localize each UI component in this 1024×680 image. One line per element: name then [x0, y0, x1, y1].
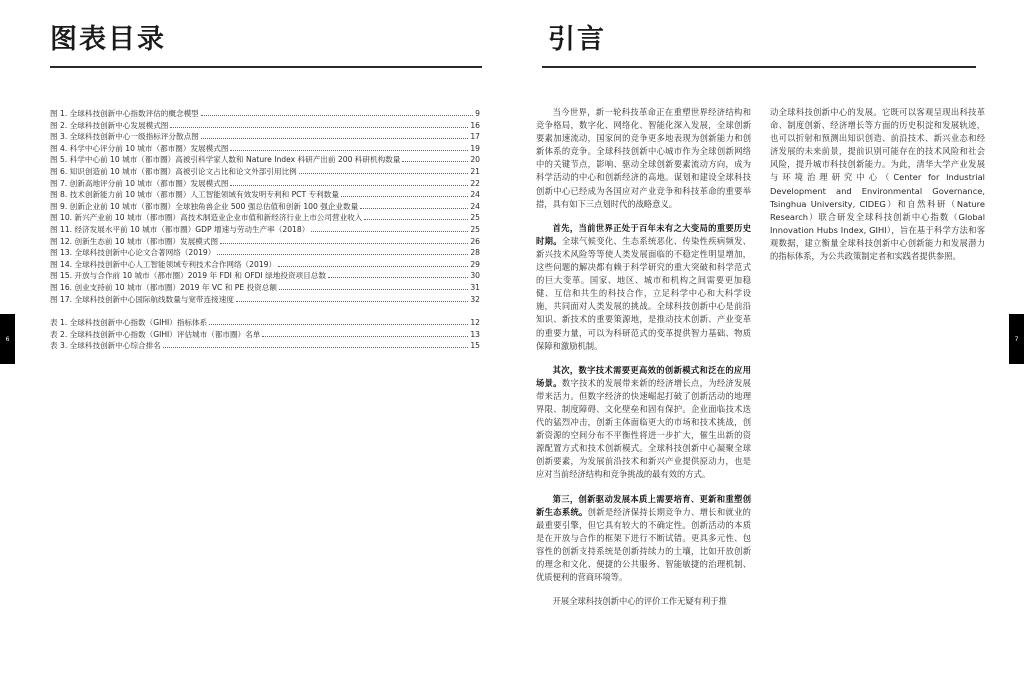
dot-leader: [230, 149, 468, 151]
toc-entry[interactable]: [50, 317, 480, 329]
toc-entry[interactable]: [50, 178, 480, 190]
dot-leader: [360, 207, 468, 209]
toc-entry-page: 13: [470, 329, 480, 339]
dot-leader: [170, 126, 468, 128]
toc-entry-label: 图 15. 开放与合作前 10 城市（都市圈）2019 年 FDI 和 OFDI 绿地投资项目总数: [50, 271, 326, 281]
toc-entry[interactable]: [50, 329, 480, 341]
dot-leader: [278, 265, 468, 267]
paragraph: 当今世界，新一轮科技革命正在重塑世界经济结构和竞争格局，数字化、网络化、智能化深入发展，全球创新要素加速流动，国家间的竞争更多地表现为创新能力和创新体系的竞争。全球科技创新中心城市作为全球创新网络中的关键节点，影响、驱动全球创新要素流动方向，成为科学活动的中心和创新经济的高地。谋划和建设全球科技创新中心已经成为各国应对产业竞争和科技革命的重要举措，具有如下三点划时代的战略意义。: [536, 107, 751, 209]
toc-entry-page: 17: [470, 132, 480, 142]
toc-entry-label: 图 13. 全球科技创新中心论文合著网络（2019）: [50, 248, 216, 258]
paragraph: [536, 222, 751, 353]
dot-leader: [328, 276, 468, 278]
text-column-2: [770, 106, 985, 274]
toc-entry[interactable]: [50, 236, 480, 248]
toc-entry-label: 图 14. 全球科技创新中心人工智能领域专利技术合作网络（2019）: [50, 259, 277, 269]
toc-entry[interactable]: [50, 340, 480, 352]
toc-entry-label: 图 16. 创业支持前 10 城市（都市圈）2019 年 VC 和 PE 投资总额: [50, 282, 277, 292]
paragraph-body: 创新是经济保持长期竞争力、增长和就业的最重要引擎，但它具有较大的不确定性。创新活动的本质是在开放与合作的框架下进行不断试错。更具多元性、包容性的创新支持系统是创新持续力的土壤，比如开放创新的理念和文化、便捷的公共服务、智能敏捷的治理机制、优质便利的营商环境等。: [536, 506, 751, 583]
toc-entry-label: 图 5. 科学中心前 10 城市（都市圈）高被引科学家人数和 Nature Index 科研产出前 200 科研机构数量: [50, 155, 401, 165]
toc-entry[interactable]: [50, 131, 480, 143]
toc-entry[interactable]: [50, 189, 480, 201]
toc-heading: 图表目录: [50, 24, 166, 55]
toc-entry[interactable]: [50, 201, 480, 213]
dot-leader: [236, 300, 468, 302]
toc-entry-page: 32: [470, 294, 480, 304]
paragraph-body: 全球气候变化、生态系统恶化、传染性疾病频发、新兴技术风险等等使人类发展面临的不稳定性明显增加，这些问题的解决都有赖于科学研究的重大突破和科学范式的巨大变革。国家、地区、城市和机构之间需要更加稳健、互信和共生的科技合作，立足科学中心和大科学设施，共同面对人类发展的挑战。全球科技创新中心是前沿知识、新技术的重要策源地，是推动技术创新、产业变革的重要力量，可以为科研范式的变革提供智力基础、物质保障和激励机制。: [536, 235, 751, 351]
dot-leader: [230, 184, 468, 186]
section-gap: [50, 305, 480, 317]
heading-rule: [50, 66, 482, 68]
dot-leader: [311, 230, 468, 232]
paragraph-lead: 第三，创新驱动发展本质上需要培育、更新和重塑创新生态系统。: [536, 493, 751, 517]
toc-entry-page: 19: [470, 143, 480, 153]
dot-leader: [201, 137, 469, 139]
toc-entry-label: 图 7. 创新高地评分前 10 城市（都市圈）发展模式图: [50, 178, 229, 188]
paragraph: 开展全球科技创新中心的评价工作无疑有利于推: [552, 596, 727, 607]
toc-entry-page: 24: [470, 201, 480, 211]
toc-entry-page: 25: [470, 213, 480, 223]
toc-entry-label: 图 3. 全球科技创新中心一级指标评分散点图: [50, 132, 199, 142]
toc-entry-page: 15: [470, 341, 480, 351]
dot-leader: [220, 242, 468, 244]
toc-entry-page: 20: [470, 155, 480, 165]
paragraph-lead: 其次，数字技术需要更高效的创新模式和泛在的应用场景。: [536, 364, 751, 388]
paragraph-body: 数字技术的发展带来新的经济增长点，为经济发展带来活力。但数字经济的快速崛起打破了创新活动的地理界限、制度障碍、文化壁垒和固有保护。企业面临技术迭代的猛烈冲击，创新主体面临更大的市场和技术挑战，创新资源的空间分布不平衡性将进一步扩大，催生出新的资源配置方式和技术创新模式。全球科技创新中心凝聚全球创新要素，为发展前沿技术和新兴产业提供原动力，也是应对当前经济结构和竞争挑战的最有效的方式。: [536, 377, 751, 480]
toc-entry-page: 26: [470, 236, 480, 246]
toc-entry-page: 16: [470, 120, 480, 130]
toc-entry[interactable]: [50, 247, 480, 259]
toc-entry[interactable]: [50, 154, 480, 166]
paragraph-lead: 首先，当前世界正处于百年未有之大变局的重要历史时期。: [536, 222, 751, 246]
dot-leader: [279, 288, 468, 290]
toc-entry[interactable]: [50, 282, 480, 294]
toc-entry-page: 31: [470, 282, 480, 292]
toc-entry-page: 22: [470, 178, 480, 188]
page-number: 6: [5, 335, 10, 343]
toc-entry-label: 图 10. 新兴产业前 10 城市（都市圈）高技术制造业企业市值和新经济行业上市公司营业收入: [50, 213, 363, 223]
paragraph: 动全球科技创新中心的发展。它既可以客观呈现出科技革命、制度创新、经济增长等方面的历史积淀和发展轨迹，也可以折射和预测出知识创造、前沿技术、新兴业态和经济发展的未来前景，提前识别可能存在的技术风险和社会风险，提升城市科技创新能力。为此，清华大学产业发展与环境治理研究中心（Center for Industrial Development and Environmental Governance, Tsinghua University, CIDEG）和自然科研（Nature Research）联合研发全球科技创新中心指数（Global Innovation Hubs Index, GIHI），旨在基于科学方法和客观数据，建立衡量全球科技创新中心创新能力和发展潜力的指标体系，为公共政策制定者和实践者提供参照。: [770, 107, 985, 262]
toc-entry-page: 12: [470, 318, 480, 328]
paragraph: [536, 493, 751, 585]
page-number-tab: [0, 314, 15, 364]
toc-entry[interactable]: [50, 294, 480, 306]
right-page: [512, 0, 1024, 680]
figure-table-list: [50, 108, 480, 352]
toc-entry-page: 29: [470, 259, 480, 269]
toc-entry[interactable]: [50, 224, 480, 236]
toc-entry-label: 图 12. 创新生态前 10 城市（都市圈）发展模式图: [50, 236, 219, 246]
dot-leader: [262, 335, 468, 337]
toc-entry-label: 表 2. 全球科技创新中心指数（GIHI）评估城市（都市圈）名单: [50, 329, 261, 339]
toc-entry[interactable]: [50, 270, 480, 282]
dot-leader: [201, 114, 473, 116]
toc-entry-label: 图 6. 知识创造前 10 城市（都市圈）高被引论文占比和论文外部引用比例: [50, 166, 297, 176]
toc-entry-label: 图 17. 全球科技创新中心国际航线数量与宽带连接速度: [50, 294, 234, 304]
toc-entry-label: 图 2. 全球科技创新中心发展模式图: [50, 120, 169, 130]
page-number-tab: [1009, 314, 1024, 364]
toc-entry-label: 图 9. 创新企业前 10 城市（都市圈）全球独角兽企业 500 强总估值和创新 100 强企业数量: [50, 201, 359, 211]
toc-entry-page: 9: [475, 109, 480, 118]
paragraph: [536, 364, 751, 482]
dot-leader: [217, 253, 468, 255]
toc-entry-label: 图 11. 经济发展水平前 10 城市（都市圈）GDP 增速与劳动生产率（2018）: [50, 224, 310, 234]
toc-entry-page: 24: [470, 190, 480, 200]
toc-entry-label: 表 1. 全球科技创新中心指数（GIHI）指标体系: [50, 318, 208, 328]
toc-entry-label: 图 1. 全球科技创新中心指数评估的概念模型: [50, 109, 199, 118]
toc-entry-label: 表 3. 全球科技创新中心综合排名: [50, 341, 161, 351]
dot-leader: [402, 160, 468, 162]
text-column-1: [536, 106, 751, 608]
toc-entry[interactable]: [50, 212, 480, 224]
heading-rule: [542, 66, 976, 68]
toc-entry[interactable]: [50, 120, 480, 132]
toc-entry[interactable]: [50, 166, 480, 178]
dot-leader: [209, 323, 468, 325]
toc-entry-label: 图 4. 科学中心评分前 10 城市（都市圈）发展模式图: [50, 143, 229, 153]
page-number: 7: [1014, 335, 1019, 343]
intro-heading: 引言: [548, 24, 606, 55]
toc-entry-label: 图 8. 技术创新能力前 10 城市（都市圈）人工智能领域有效发明专利和 PCT 专利数量: [50, 190, 339, 200]
dot-leader: [163, 346, 469, 348]
dot-leader: [299, 172, 469, 174]
toc-entry-page: 25: [470, 224, 480, 234]
dot-leader: [364, 218, 468, 220]
toc-entry[interactable]: [50, 108, 480, 120]
toc-entry[interactable]: [50, 259, 480, 271]
toc-entry-page: 21: [470, 166, 480, 176]
toc-entry-page: 30: [470, 271, 480, 281]
dot-leader: [341, 195, 468, 197]
toc-entry[interactable]: [50, 143, 480, 155]
toc-entry-page: 28: [470, 248, 480, 258]
